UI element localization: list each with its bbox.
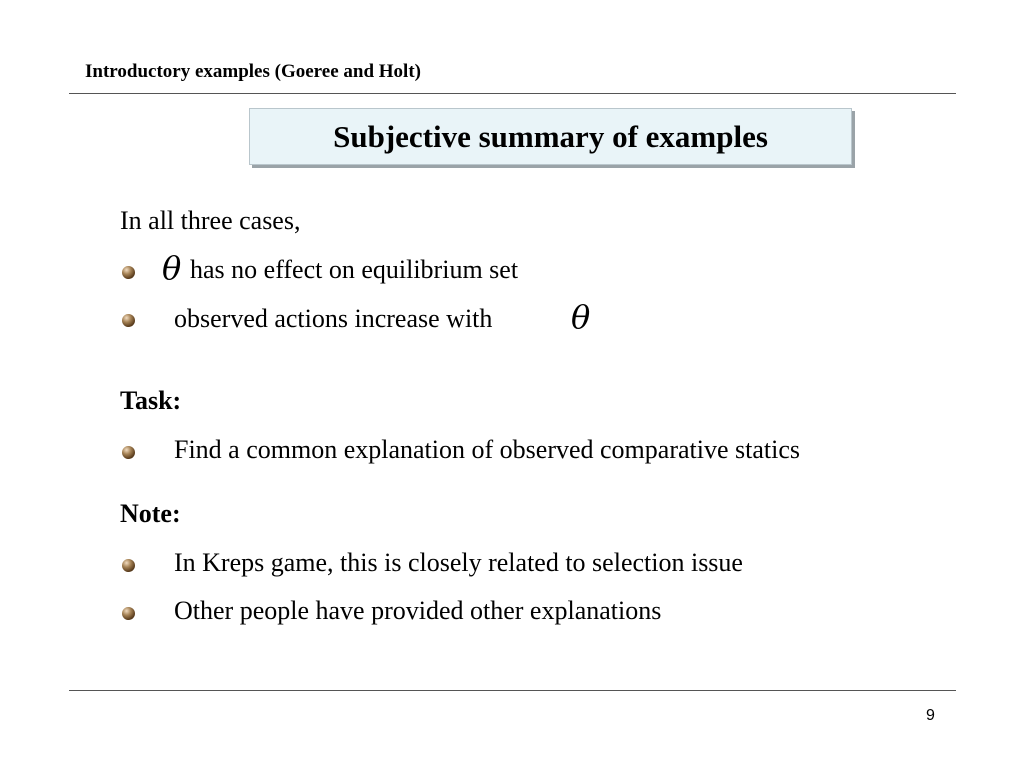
bullet-icon bbox=[122, 314, 135, 327]
task-heading: Task: bbox=[120, 386, 182, 415]
bullet-text: observed actions increase with bbox=[174, 304, 493, 333]
bullet-icon bbox=[122, 559, 135, 572]
note-bullet-text: Other people have provided other explanations bbox=[174, 596, 662, 625]
note-heading: Note: bbox=[120, 499, 181, 528]
bullet-icon bbox=[122, 446, 135, 459]
header-title: Introductory examples (Goeree and Holt) bbox=[85, 61, 421, 82]
note-bullet-text: In Kreps game, this is closely related to selection issue bbox=[174, 548, 743, 577]
page-number: 9 bbox=[926, 707, 935, 724]
bullet-icon bbox=[122, 607, 135, 620]
header-divider bbox=[69, 93, 956, 94]
slide-title-box bbox=[249, 108, 852, 165]
footer-divider bbox=[69, 690, 956, 691]
bullet-icon bbox=[122, 266, 135, 279]
task-bullet-text: Find a common explanation of observed comparative statics bbox=[174, 435, 800, 464]
theta-symbol: θ bbox=[571, 298, 591, 336]
theta-symbol: θ bbox=[162, 249, 182, 287]
intro-text: In all three cases, bbox=[120, 206, 301, 235]
slide-title: Subjective summary of examples bbox=[333, 118, 768, 154]
bullet-text: has no effect on equilibrium set bbox=[190, 255, 519, 284]
